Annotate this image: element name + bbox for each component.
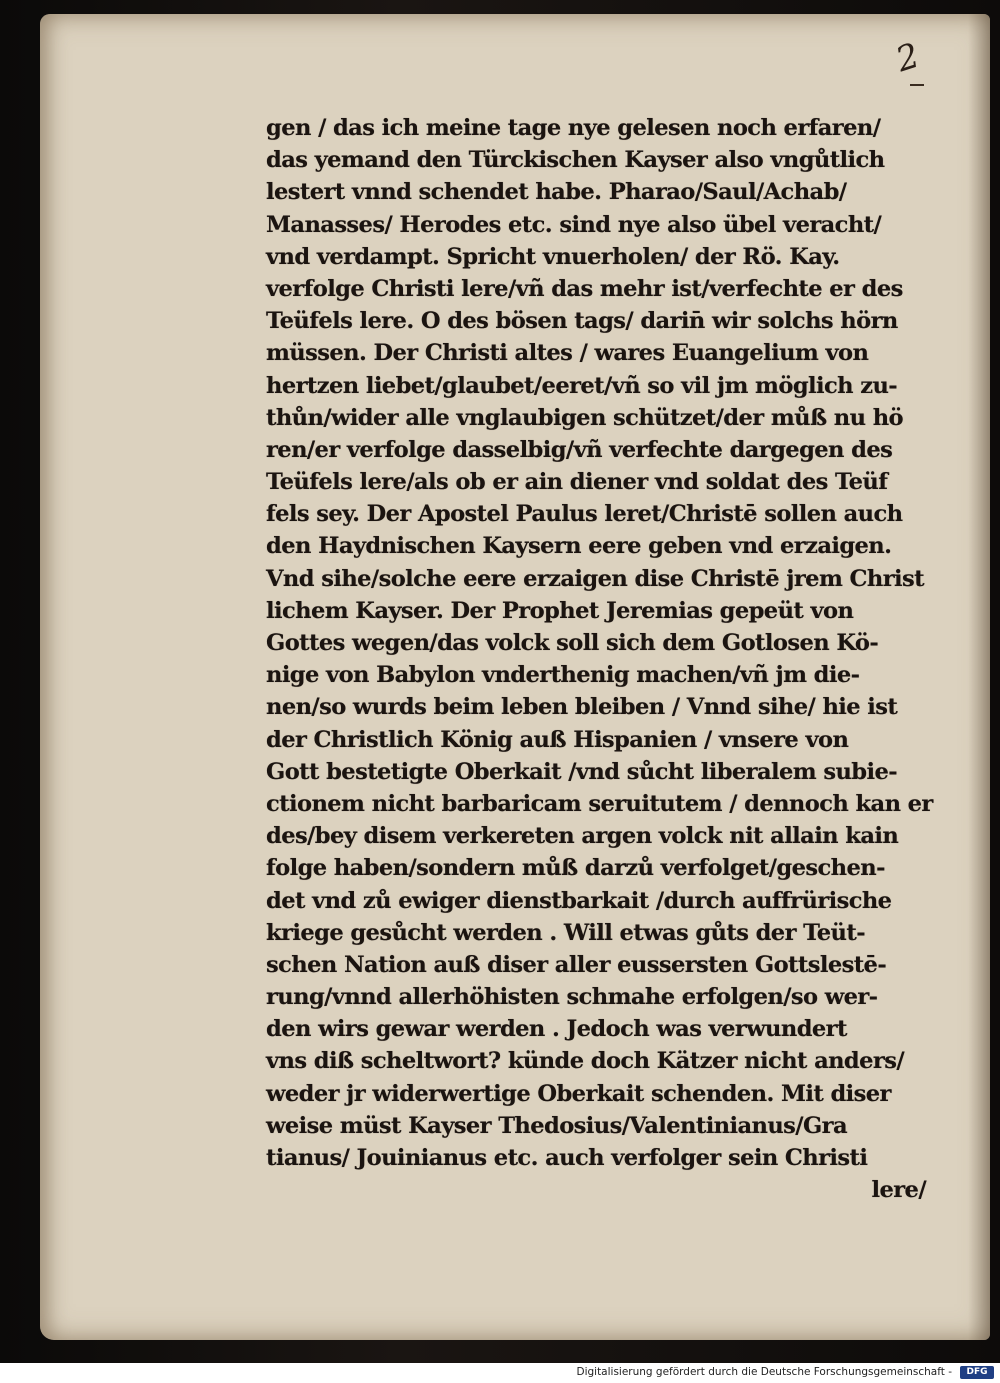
- text-line: kriege gesůcht werden . Will etwas gůts der Teüt-: [266, 919, 865, 946]
- text-line: Gottes wegen/das volck soll sich dem Gotlosen Kö-: [266, 630, 879, 656]
- text-line: ctionem nicht barbaricam seruitutem / dennoch kan er: [266, 790, 933, 817]
- text-line: vns diß scheltwort? künde doch Kätzer nicht anders/: [266, 1048, 904, 1075]
- text-line: der Christlich König auß Hispanien / vnsere von: [266, 726, 849, 753]
- text-line: fels sey. Der Apostel Paulus leret/Christē sollen auch: [266, 501, 903, 528]
- text-line: des/bey disem verkereten argen volck nit allain kain: [266, 823, 899, 850]
- text-line: thůn/wider alle vnglaubigen schützet/der můß nu hö: [266, 404, 904, 431]
- text-line: Teüfels lere/als ob er ain diener vnd soldat des Teüf: [266, 469, 888, 496]
- text-line: nige von Babylon vnderthenig machen/vñ jm die-: [266, 662, 860, 689]
- text-line: schen Nation auß diser aller eussersten Gottslestē-: [266, 951, 887, 978]
- text-line: Teüfels lere. O des bösen tags/ darin̄ wir solchs hörn: [266, 308, 898, 335]
- text-line: rung/vnnd allerhöhisten schmahe erfolgen/so wer-: [266, 984, 878, 1011]
- text-line: Manasses/ Herodes etc. sind nye also übel veracht/: [266, 211, 882, 238]
- text-line: den Haydnischen Kaysern eere geben vnd erzaigen.: [266, 533, 892, 560]
- text-line: Gott bestetigte Oberkait /vnd sůcht liberalem subie-: [266, 758, 898, 785]
- text-line: hertzen liebet/glaubet/eeret/vñ so vil jm möglich zu-: [266, 372, 898, 399]
- text-line: verfolge Christi lere/vñ das mehr ist/verfechte er des: [266, 275, 903, 302]
- folio-number: 2: [891, 35, 925, 81]
- text-line: det vnd zů ewiger dienstbarkait /durch auffrürische: [266, 887, 892, 914]
- folio-mark: [910, 84, 924, 86]
- text-line: lichem Kayser. Der Prophet Jeremias gepeüt von: [266, 597, 854, 624]
- text-line: das yemand den Türckischen Kayser also vngůtlich: [266, 147, 885, 174]
- text-line: vnd verdampt. Spricht vnuerholen/ der Rö. Kay.: [266, 243, 840, 270]
- funding-credit: Digitalisierung gefördert durch die Deutsche Forschungsgemeinschaft -: [576, 1366, 952, 1378]
- text-line: nen/so wurds beim leben bleiben / Vnnd sihe/ hie ist: [266, 694, 898, 721]
- text-line: weise müst Kayser Thedosius/Valentinianus/Gra: [266, 1112, 847, 1139]
- text-line: tianus/ Jouinianus etc. auch verfolger sein Christi: [266, 1145, 868, 1171]
- text-line: gen / das ich meine tage nye gelesen noch erfaren/: [266, 115, 881, 141]
- body-text: [266, 112, 933, 1206]
- text-line: folge haben/sondern můß darzů verfolget/geschen-: [266, 855, 885, 882]
- footer-bar: [0, 1363, 1000, 1383]
- text-line: weder jr widerwertige Oberkait schenden. Mit diser: [266, 1080, 891, 1107]
- text-line: ren/er verfolge dasselbig/vñ verfechte dargegen des: [266, 436, 893, 463]
- text-line: den wirs gewar werden . Jedoch was verwundert: [266, 1016, 847, 1043]
- dfg-logo: DFG: [960, 1366, 994, 1379]
- catchword: lere/: [871, 1177, 926, 1204]
- text-line: lestert vnnd schendet habe. Pharao/Saul/Achab/: [266, 179, 847, 206]
- text-line: müssen. Der Christi altes / wares Euangelium von: [266, 340, 869, 367]
- text-line: Vnd sihe/solche eere erzaigen dise Christē jrem Christ: [266, 565, 924, 592]
